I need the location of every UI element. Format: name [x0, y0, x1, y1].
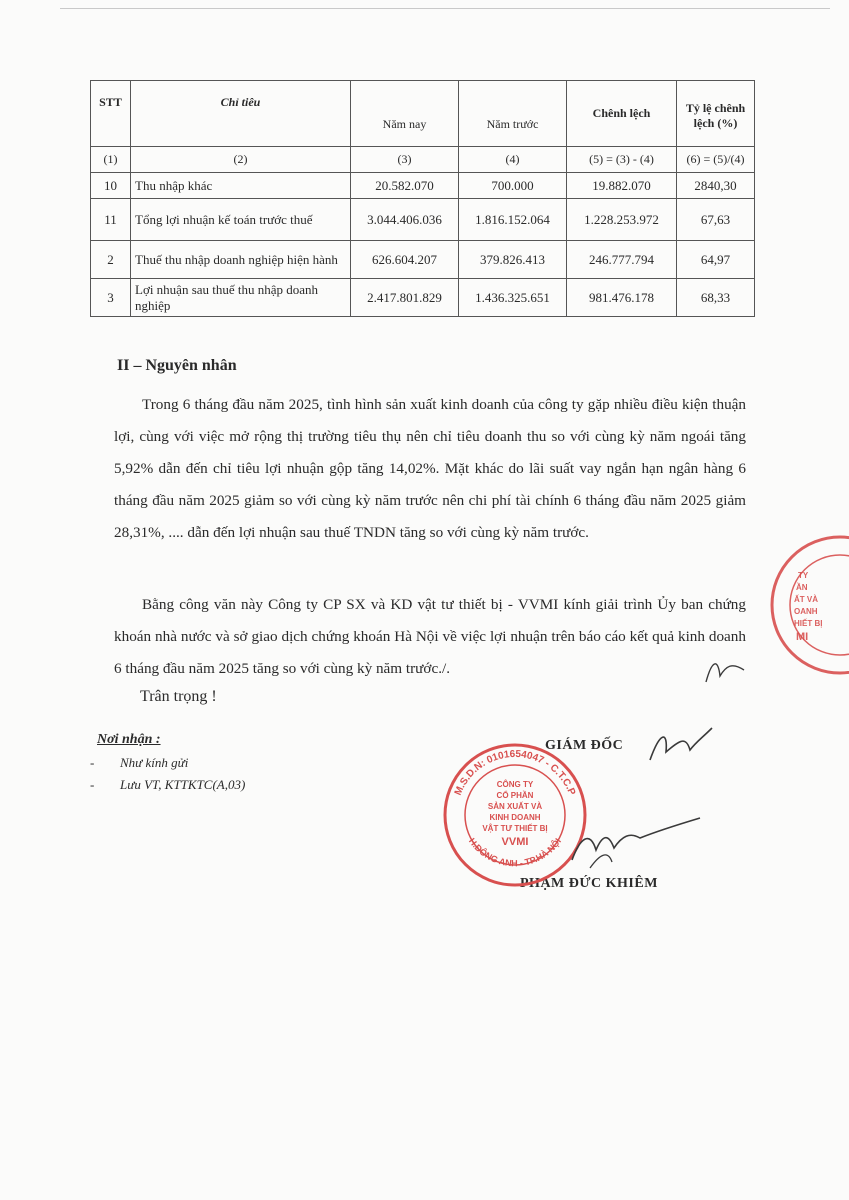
- svg-text:ẤT VÀ: ẤT VÀ: [794, 595, 818, 604]
- row-this-year: 3.044.406.036: [351, 199, 459, 241]
- header-diff: Chênh lệch: [567, 81, 677, 147]
- svg-text:KINH DOANH: KINH DOANH: [489, 813, 541, 822]
- signer-name: PHẠM ĐỨC KHIÊM: [520, 876, 658, 891]
- recipient-label: Như kính gửi: [120, 755, 189, 770]
- table-row: [91, 241, 755, 279]
- row-stt: 10: [91, 173, 131, 199]
- recipients-title: Nơi nhận :: [97, 732, 161, 747]
- svg-text:CỔ PHẦN: CỔ PHẦN: [496, 791, 534, 800]
- row-ratio: 68,33: [677, 279, 755, 317]
- index-ratio: (6) = (5)/(4): [677, 147, 755, 173]
- index-last-year: (4): [459, 147, 567, 173]
- table-index-row: [91, 147, 755, 173]
- svg-text:VVMI: VVMI: [501, 836, 529, 848]
- svg-text:CÔNG TY: CÔNG TY: [496, 780, 534, 789]
- paragraph-reason: Trong 6 tháng đầu năm 2025, tình hình sản xuất kinh doanh của công ty gặp nhiều điều kiện thuận lợi, cùng với việc mở rộng thị trường tiêu thụ nên chỉ tiêu doanh thu so với cùng kỳ năm ngoái tăng 5,92% dẫn đến chỉ tiêu lợi nhuận gộp tăng 14,02%. Mặt khác do lãi suất vay ngắn hạn ngân hàng 6 tháng đầu năm 2025 giảm so với cùng kỳ năm trước nên chi phí tài chính 6 tháng đầu năm 2025 giảm 28,31%, .... dẫn đến lợi nhuận sau thuế TNDN tăng so với cùng kỳ năm trước.: [114, 396, 746, 541]
- partial-seal-icon: [760, 530, 849, 680]
- svg-text:OANH: OANH: [794, 607, 818, 616]
- row-last-year: 379.826.413: [459, 241, 567, 279]
- index-stt: (1): [91, 147, 131, 173]
- list-item: - Như kính gửi: [90, 755, 189, 770]
- svg-text:TY: TY: [798, 571, 809, 580]
- table-header-row: [91, 81, 755, 147]
- row-ratio: 2840,30: [677, 173, 755, 199]
- financial-table: [90, 80, 755, 317]
- row-diff: 19.882.070: [567, 173, 677, 199]
- director-initials-icon: [640, 722, 720, 772]
- row-name: Tổng lợi nhuận kế toán trước thuế: [131, 199, 351, 241]
- row-last-year: 1.816.152.064: [459, 199, 567, 241]
- table-row: [91, 279, 755, 317]
- row-diff: 1.228.253.972: [567, 199, 677, 241]
- row-last-year: 700.000: [459, 173, 567, 199]
- row-name: Lợi nhuận sau thuế thu nhập doanh nghiệp: [131, 279, 351, 317]
- row-last-year: 1.436.325.651: [459, 279, 567, 317]
- row-stt: 2: [91, 241, 131, 279]
- svg-text:ẦN: ẦN: [796, 583, 808, 592]
- recipients-list: [90, 755, 245, 799]
- header-this-year: Năm nay: [351, 81, 459, 147]
- svg-text:HIẾT BỊ: HIẾT BỊ: [794, 619, 823, 628]
- table-row: [91, 199, 755, 241]
- row-name: Thuế thu nhập doanh nghiệp hiện hành: [131, 241, 351, 279]
- header-stt: STT: [91, 81, 131, 147]
- table-row: [91, 173, 755, 199]
- row-ratio: 64,97: [677, 241, 755, 279]
- row-this-year: 626.604.207: [351, 241, 459, 279]
- section-title: II – Nguyên nhân: [117, 357, 237, 374]
- svg-text:MI: MI: [796, 631, 809, 643]
- svg-text:H.ĐÔNG ANH - TP.HÀ NỘI: H.ĐÔNG ANH - TP.HÀ NỘI: [466, 836, 564, 869]
- svg-text:SẢN XUẤT VÀ: SẢN XUẤT VÀ: [487, 802, 543, 811]
- paragraph-explanation: Bằng công văn này Công ty CP SX và KD vật tư thiết bị - VVMI kính giải trình Ủy ban chứng khoán nhà nước và sở giao dịch chứng khoán Hà Nội về việc lợi nhuận trên báo cáo kết quả kinh doanh 6 tháng đầu năm 2025 tăng so với cùng kỳ năm trước./.: [114, 596, 746, 677]
- svg-text:M.S.D.N: 0101654047 - C.T.C.P: M.S.D.N: 0101654047 - C.T.C.P: [452, 748, 578, 798]
- signer-role: GIÁM ĐỐC: [545, 738, 624, 753]
- closing-regards: Trân trọng !: [140, 688, 217, 705]
- index-this-year: (3): [351, 147, 459, 173]
- header-ratio: Tỷ lệ chênh lệch (%): [677, 81, 755, 147]
- row-stt: 11: [91, 199, 131, 241]
- index-diff: (5) = (3) - (4): [567, 147, 677, 173]
- initials-mark-icon: [700, 652, 750, 688]
- recipient-label: Lưu VT, KTTKTC(A,03): [120, 777, 246, 792]
- row-ratio: 67,63: [677, 199, 755, 241]
- header-name: Chỉ tiêu: [131, 81, 351, 147]
- row-this-year: 2.417.801.829: [351, 279, 459, 317]
- row-this-year: 20.582.070: [351, 173, 459, 199]
- row-diff: 981.476.178: [567, 279, 677, 317]
- row-diff: 246.777.794: [567, 241, 677, 279]
- row-stt: 3: [91, 279, 131, 317]
- svg-text:VẬT TƯ THIẾT BỊ: VẬT TƯ THIẾT BỊ: [482, 824, 548, 833]
- page-top-edge: [60, 8, 830, 9]
- header-last-year: Năm trước: [459, 81, 567, 147]
- list-item: - Lưu VT, KTTKTC(A,03): [90, 777, 246, 792]
- index-name: (2): [131, 147, 351, 173]
- row-name: Thu nhập khác: [131, 173, 351, 199]
- signature-icon: [560, 810, 710, 880]
